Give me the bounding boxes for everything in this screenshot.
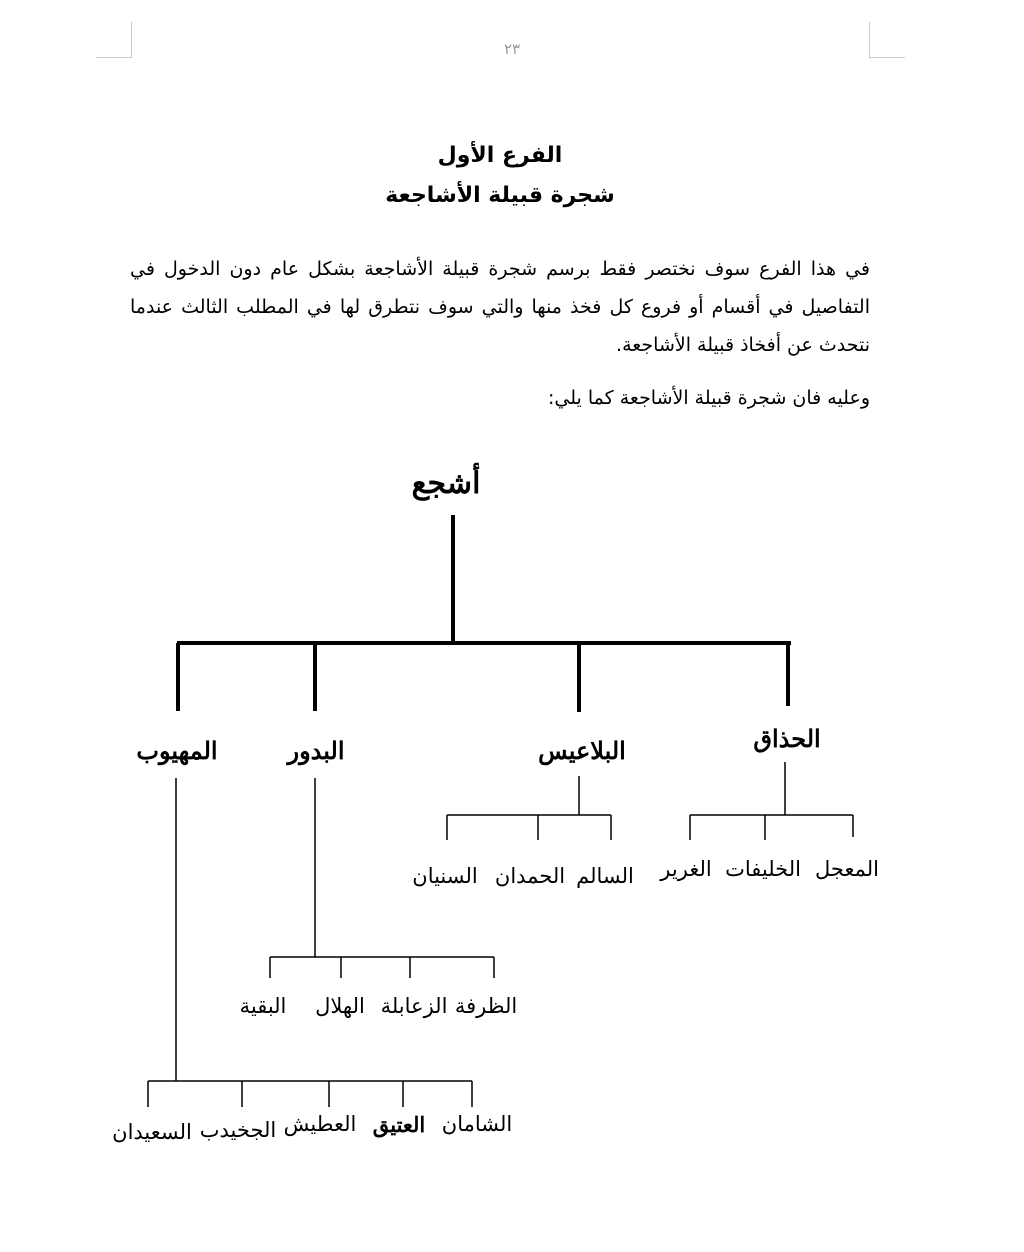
clan-alhilal: الهلال: [315, 994, 365, 1018]
section-subheading: شجرة قبيلة الأشاجعة: [385, 183, 615, 208]
branch-albudur: البدور: [287, 736, 345, 765]
clan-alhamdan: الحمدان: [494, 864, 566, 888]
clan-alatiq: العتيق: [372, 1112, 426, 1137]
clan-alsunayan: السنيان: [412, 864, 478, 888]
clan-alutaysh: العطيش: [283, 1112, 357, 1136]
intro-text: في هذا الفرع سوف نختصر فقط برسم شجرة قبيلة الأشاجعة بشكل عام دون الدخول في التفاصيل في أقسام أو فروع كل فخذ منها والتي سوف نتطرق لها في المطلب الثالث عندما نتحدث عن أفخاذ قبيلة الأشاجعة.: [130, 258, 870, 356]
section-heading: الفرع الأول: [437, 143, 563, 168]
clan-albaqiya: البقية: [239, 994, 287, 1018]
tree-root: أشجع: [411, 466, 481, 501]
lead-sentence: وعليه فان شجرة قبيلة الأشاجعة كما يلي:: [548, 387, 870, 409]
branch-alhudhaq: الحذاق: [753, 724, 821, 753]
branch-almahyub: المهيوب: [136, 736, 218, 765]
clan-alsuaydan: السعيدان: [112, 1120, 192, 1144]
clan-algharir: الغرير: [660, 857, 712, 881]
clan-alzarfa: الظرفة: [454, 994, 518, 1018]
page-number: ٢٣: [503, 40, 521, 58]
clan-aljukhaydib: الجخيدب: [199, 1118, 277, 1142]
clan-alzaabila: الزعابلة: [380, 994, 448, 1018]
clan-almuajjal: المعجل: [815, 857, 879, 881]
clan-alshaman: الشامان: [441, 1112, 513, 1136]
clan-alsalem: السالم: [576, 864, 634, 888]
clan-alkhulayfat: الخليفات: [725, 857, 801, 881]
branch-albalais: البلاعيس: [538, 736, 626, 765]
